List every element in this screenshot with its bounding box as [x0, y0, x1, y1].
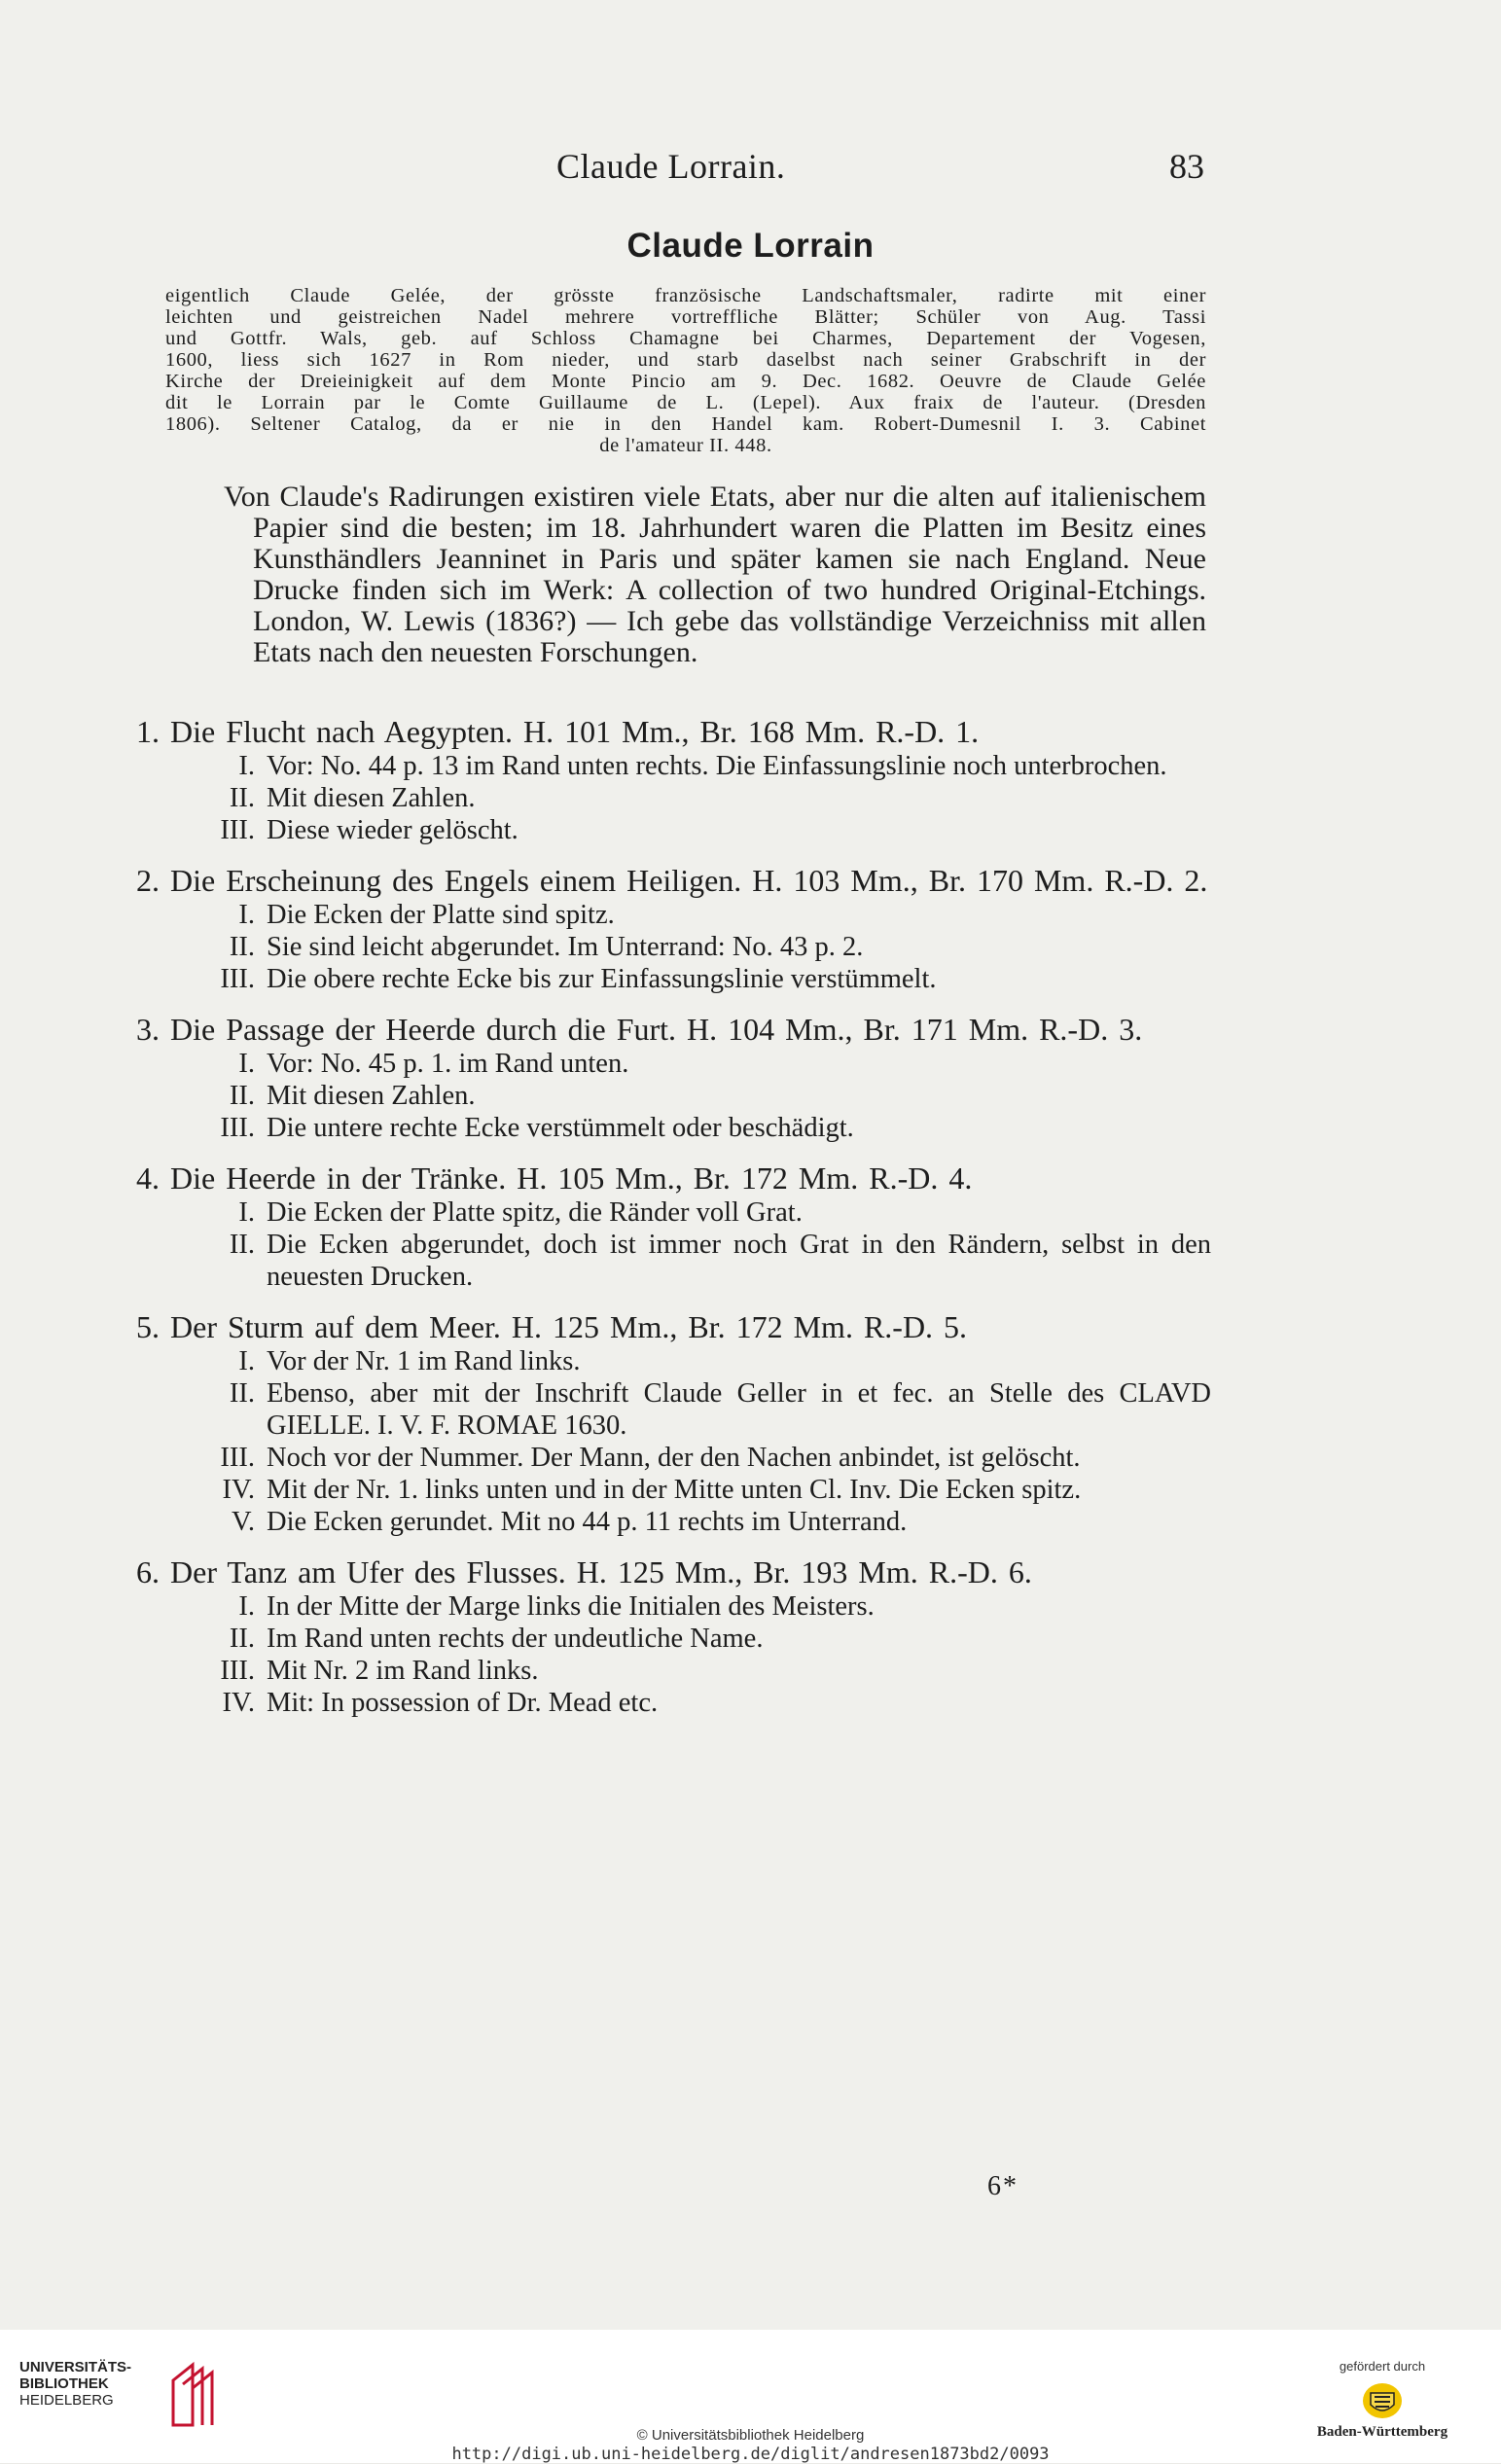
library-emblem-icon [163, 2361, 214, 2429]
entry-heading: 2. Die Erscheinung des Engels einem Heiligen. H. 103 Mm., Br. 170 Mm. R.-D. 2. [136, 863, 1208, 898]
state-text: Diese wieder gelöscht. [267, 815, 518, 845]
state-number: II. [229, 932, 255, 962]
state-number: IV. [222, 1475, 255, 1505]
library-line: HEIDELBERG [19, 2392, 114, 2409]
catalogue-entry [136, 1308, 1211, 1538]
state-text: Vor: No. 44 p. 13 im Rand unten rechts. Die Einfassungslinie noch unterbrochen. [267, 751, 1167, 781]
state-line [136, 1687, 1211, 1719]
funder-name: Baden-Württemberg [1316, 2424, 1448, 2440]
state-line [136, 1506, 1211, 1538]
state-text: Die untere rechte Ecke verstümmelt oder beschädigt. [267, 1113, 854, 1143]
state-text: Vor: No. 45 p. 1. im Rand unten. [267, 1049, 629, 1079]
state-line [136, 1229, 1211, 1293]
state-number: III. [220, 1656, 255, 1686]
bio-line: und Gottfr. Wals, geb. auf Schloss Chamagne bei Charmes, Departement der Vogesen, [165, 328, 1206, 349]
running-head [0, 146, 1501, 195]
state-line [136, 1655, 1211, 1687]
state-number: I. [238, 1049, 255, 1079]
catalogue-entry [136, 1160, 1211, 1293]
state-line [136, 1590, 1211, 1623]
state-text: Mit diesen Zahlen. [267, 783, 476, 813]
entry-heading: 3. Die Passage der Heerde durch die Furt. H. 104 Mm., Br. 171 Mm. R.-D. 3. [136, 1012, 1143, 1047]
state-line [136, 1442, 1211, 1474]
state-number: I. [238, 900, 255, 930]
entry-heading: 5. Der Sturm auf dem Meer. H. 125 Mm., Br. 172 Mm. R.-D. 5. [136, 1309, 968, 1344]
entry-heading: 6. Der Tanz am Ufer des Flusses. H. 125 Mm., Br. 193 Mm. R.-D. 6. [136, 1554, 1032, 1589]
state-line [136, 1196, 1211, 1229]
state-number: II. [229, 1624, 255, 1654]
funder-block [1285, 2359, 1480, 2456]
catalogue-entry [136, 862, 1211, 995]
bio-last-line: de l'amateur II. 448. [599, 435, 772, 456]
bio-line: 1600, liess sich 1627 in Rom nieder, und starb daselbst nach seiner Grabschrift in der [165, 349, 1206, 371]
state-text: Die Ecken der Platte sind spitz. [267, 900, 615, 930]
section-title: Claude Lorrain [626, 227, 875, 265]
page-number: 83 [1169, 147, 1204, 186]
state-line [136, 1345, 1211, 1377]
library-line: BIBLIOTHEK [19, 2375, 109, 2392]
state-text: Die Ecken abgerundet, doch ist immer noch Grat in den Rändern, selbst in den neuesten Drucken. [267, 1230, 1211, 1292]
state-number: I. [238, 1346, 255, 1376]
state-number: IV. [222, 1688, 255, 1718]
state-text: Die Ecken gerundet. Mit no 44 p. 11 rechts im Unterrand. [267, 1507, 908, 1537]
state-text: Die Ecken der Platte spitz, die Ränder voll Grat. [267, 1197, 803, 1228]
bio-line: 1806). Seltener Catalog, da er nie in den Handel kam. Robert-Dumesnil I. 3. Cabinet [165, 413, 1206, 435]
signature-mark: 6* [987, 2171, 1019, 2201]
state-crest-icon [1361, 2381, 1404, 2420]
state-number: II. [229, 1230, 255, 1260]
state-text: Die obere rechte Ecke bis zur Einfassungslinie verstümmelt. [267, 964, 937, 994]
state-line [136, 814, 1211, 846]
state-text: Mit Nr. 2 im Rand links. [267, 1656, 539, 1686]
library-line: UNIVERSITÄTS- [19, 2359, 132, 2375]
state-line [136, 782, 1211, 814]
state-text: In der Mitte der Marge links die Initialen des Meisters. [267, 1591, 875, 1622]
catalogue-entries [136, 713, 1211, 1734]
entry-heading: 4. Die Heerde in der Tränke. H. 105 Mm., Br. 172 Mm. R.-D. 4. [136, 1161, 973, 1196]
funded-by-label: gefördert durch [1339, 2359, 1426, 2374]
state-number: III. [220, 964, 255, 994]
state-line [136, 899, 1211, 931]
state-text: Mit der Nr. 1. links unten und in der Mitte unten Cl. Inv. Die Ecken spitz. [267, 1475, 1082, 1505]
library-name [19, 2359, 131, 2409]
catalogue-entry [136, 1553, 1211, 1719]
state-line [136, 931, 1211, 963]
intro-paragraph [224, 481, 1206, 668]
footer [0, 2330, 1501, 2463]
state-line [136, 963, 1211, 995]
bio-line: leichten und geistreichen Nadel mehrere vortreffliche Blätter; Schüler von Aug. Tassi [165, 306, 1206, 328]
entry-heading: 1. Die Flucht nach Aegypten. H. 101 Mm., Br. 168 Mm. R.-D. 1. [136, 714, 980, 749]
biography-paragraph [165, 285, 1206, 456]
state-number: I. [238, 1591, 255, 1622]
state-text: Noch vor der Nummer. Der Mann, der den Nachen anbindet, ist gelöscht. [267, 1443, 1081, 1473]
state-number: III. [220, 1113, 255, 1143]
state-text: Mit diesen Zahlen. [267, 1081, 476, 1111]
state-number: II. [229, 783, 255, 813]
bio-line: Kirche der Dreieinigkeit auf dem Monte Pincio am 9. Dec. 1682. Oeuvre de Claude Gelée [165, 371, 1206, 392]
state-text: Im Rand unten rechts der undeutliche Name. [267, 1624, 764, 1654]
state-text: Vor der Nr. 1 im Rand links. [267, 1346, 581, 1376]
state-line [136, 1474, 1211, 1506]
state-line [136, 1112, 1211, 1144]
state-number: III. [220, 815, 255, 845]
copyright-notice: © Universitätsbibliothek Heidelberg [636, 2427, 865, 2444]
state-text: Sie sind leicht abgerundet. Im Unterrand: No. 43 p. 2. [267, 932, 864, 962]
bio-line: eigentlich Claude Gelée, der grösste französische Landschaftsmaler, radirte mit einer [165, 285, 1206, 306]
state-line [136, 1377, 1211, 1442]
intro-text: Von Claude's Radirungen existiren viele Etats, aber nur die alten auf italienischem Papier sind die besten; im 18. Jahrhundert waren die Platten im Besitz eines Kunsthändlers Jeanninet in Paris und später kamen sie nach England. Neue Drucke finden sich im Werk: A collection of two hundred Original-Etchings. London, W. Lewis (1836?) — Ich gebe das vollständige Verzeichniss mit allen Etats nach den neuesten Forschungen. [224, 481, 1206, 668]
state-line [136, 1048, 1211, 1080]
state-line [136, 1080, 1211, 1112]
state-text: Mit: In possession of Dr. Mead etc. [267, 1688, 659, 1718]
catalogue-entry [136, 713, 1211, 846]
state-line [136, 750, 1211, 782]
bio-line: dit le Lorrain par le Comte Guillaume de L. (Lepel). Aux fraix de l'auteur. (Dresden [165, 392, 1206, 413]
state-number: V. [231, 1507, 255, 1537]
state-number: III. [220, 1443, 255, 1473]
state-text: Ebenso, aber mit der Inschrift Claude Geller in et fec. an Stelle des CLAVD GIELLE. I. V. F. ROMAE 1630. [267, 1378, 1211, 1441]
permalink[interactable]: http://digi.ub.uni-heidelberg.de/diglit/andresen1873bd2/0093 [451, 2445, 1050, 2464]
state-number: I. [238, 751, 255, 781]
catalogue-entry [136, 1011, 1211, 1144]
state-number: I. [238, 1197, 255, 1228]
state-number: II. [229, 1081, 255, 1111]
state-line [136, 1623, 1211, 1655]
running-head-title: Claude Lorrain. [556, 147, 786, 186]
state-number: II. [229, 1378, 255, 1409]
